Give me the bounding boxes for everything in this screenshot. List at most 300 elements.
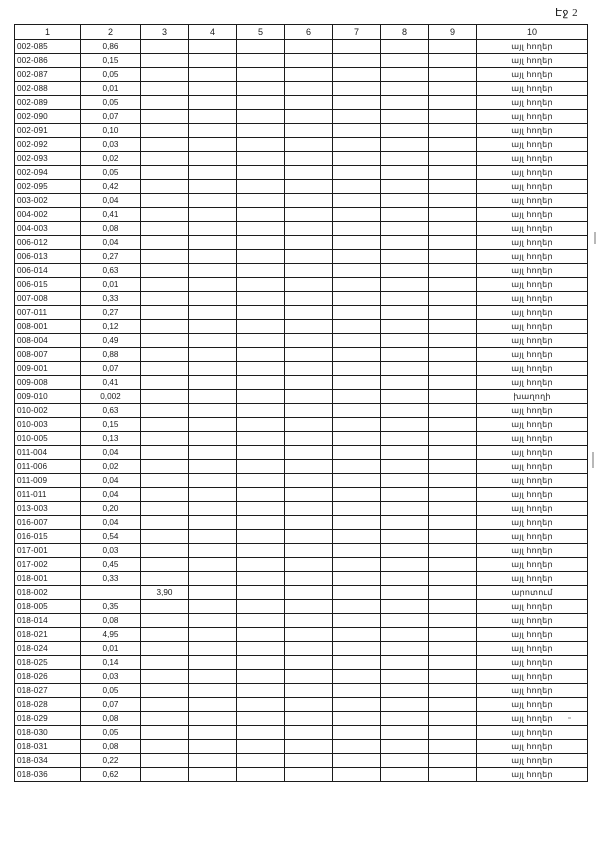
cell-parcel-code: 010-002 bbox=[15, 404, 81, 418]
cell-parcel-code: 018-002 bbox=[15, 586, 81, 600]
cell-area-col3 bbox=[141, 320, 189, 334]
cell-area-col3 bbox=[141, 572, 189, 586]
cell-empty-col8 bbox=[381, 250, 429, 264]
cell-parcel-code: 018-021 bbox=[15, 628, 81, 642]
cell-empty-col5 bbox=[237, 488, 285, 502]
cell-parcel-code: 018-028 bbox=[15, 698, 81, 712]
cell-empty-col5 bbox=[237, 82, 285, 96]
cell-empty-col6 bbox=[285, 432, 333, 446]
cell-area-col3 bbox=[141, 698, 189, 712]
cell-empty-col4 bbox=[189, 320, 237, 334]
column-header-7: 7 bbox=[333, 25, 381, 40]
cell-empty-col4 bbox=[189, 754, 237, 768]
cell-empty-col4 bbox=[189, 726, 237, 740]
cell-empty-col7 bbox=[333, 740, 381, 754]
table-row bbox=[15, 306, 588, 320]
table-row bbox=[15, 432, 588, 446]
cell-land-type: այլ հողեր bbox=[477, 544, 588, 558]
cell-empty-col5 bbox=[237, 628, 285, 642]
cell-empty-col6 bbox=[285, 488, 333, 502]
table-row bbox=[15, 54, 588, 68]
cell-empty-col9 bbox=[429, 124, 477, 138]
cell-empty-col8 bbox=[381, 180, 429, 194]
cell-empty-col7 bbox=[333, 306, 381, 320]
cell-empty-col8 bbox=[381, 334, 429, 348]
cell-area-col2: 0,45 bbox=[81, 558, 141, 572]
cell-area-col3 bbox=[141, 96, 189, 110]
cell-empty-col9 bbox=[429, 152, 477, 166]
cell-empty-col7 bbox=[333, 432, 381, 446]
cell-land-type: այլ հողեր bbox=[477, 68, 588, 82]
cell-parcel-code: 011-009 bbox=[15, 474, 81, 488]
cell-empty-col8 bbox=[381, 446, 429, 460]
cell-empty-col5 bbox=[237, 194, 285, 208]
cell-empty-col4 bbox=[189, 40, 237, 54]
cell-land-type: այլ հողեր bbox=[477, 460, 588, 474]
cell-land-type: այլ հողեր bbox=[477, 656, 588, 670]
cell-area-col3 bbox=[141, 404, 189, 418]
cell-empty-col9 bbox=[429, 250, 477, 264]
cell-empty-col8 bbox=[381, 628, 429, 642]
cell-empty-col5 bbox=[237, 292, 285, 306]
cell-empty-col8 bbox=[381, 684, 429, 698]
cell-empty-col4 bbox=[189, 334, 237, 348]
cell-area-col3 bbox=[141, 54, 189, 68]
cell-empty-col9 bbox=[429, 642, 477, 656]
cell-empty-col8 bbox=[381, 544, 429, 558]
cell-area-col3: 3,90 bbox=[141, 586, 189, 600]
cell-empty-col6 bbox=[285, 600, 333, 614]
cell-land-type: այլ հողեր bbox=[477, 110, 588, 124]
table-row bbox=[15, 264, 588, 278]
cell-empty-col8 bbox=[381, 404, 429, 418]
cell-empty-col7 bbox=[333, 446, 381, 460]
cell-parcel-code: 009-001 bbox=[15, 362, 81, 376]
cell-empty-col7 bbox=[333, 124, 381, 138]
cell-area-col3 bbox=[141, 264, 189, 278]
cell-empty-col4 bbox=[189, 292, 237, 306]
cell-empty-col9 bbox=[429, 698, 477, 712]
cell-land-type: այլ հողեր bbox=[477, 516, 588, 530]
cell-land-type: այլ հողեր bbox=[477, 698, 588, 712]
cell-area-col2: 0,22 bbox=[81, 754, 141, 768]
cell-empty-col7 bbox=[333, 334, 381, 348]
cell-empty-col8 bbox=[381, 614, 429, 628]
cell-empty-col4 bbox=[189, 180, 237, 194]
cell-empty-col9 bbox=[429, 432, 477, 446]
cell-land-type: այլ հողեր bbox=[477, 348, 588, 362]
cell-parcel-code: 003-002 bbox=[15, 194, 81, 208]
cell-empty-col5 bbox=[237, 726, 285, 740]
cell-empty-col7 bbox=[333, 572, 381, 586]
cell-empty-col8 bbox=[381, 670, 429, 684]
cell-empty-col5 bbox=[237, 418, 285, 432]
cell-empty-col9 bbox=[429, 166, 477, 180]
cell-empty-col7 bbox=[333, 488, 381, 502]
cell-empty-col9 bbox=[429, 740, 477, 754]
cell-empty-col5 bbox=[237, 768, 285, 782]
cell-parcel-code: 017-002 bbox=[15, 558, 81, 572]
cell-empty-col4 bbox=[189, 684, 237, 698]
cell-area-col3 bbox=[141, 278, 189, 292]
cell-empty-col5 bbox=[237, 222, 285, 236]
cell-empty-col6 bbox=[285, 754, 333, 768]
cell-empty-col7 bbox=[333, 768, 381, 782]
cell-area-col2: 0,27 bbox=[81, 250, 141, 264]
column-header-3: 3 bbox=[141, 25, 189, 40]
cell-parcel-code: 002-093 bbox=[15, 152, 81, 166]
cell-empty-col6 bbox=[285, 642, 333, 656]
cell-area-col3 bbox=[141, 250, 189, 264]
cell-empty-col6 bbox=[285, 404, 333, 418]
cell-empty-col4 bbox=[189, 264, 237, 278]
cell-land-type: այլ հողեր bbox=[477, 124, 588, 138]
cell-parcel-code: 013-003 bbox=[15, 502, 81, 516]
cell-area-col2: 0,07 bbox=[81, 698, 141, 712]
cell-empty-col6 bbox=[285, 138, 333, 152]
data-table bbox=[14, 24, 588, 782]
cell-empty-col5 bbox=[237, 446, 285, 460]
cell-empty-col5 bbox=[237, 278, 285, 292]
cell-area-col3 bbox=[141, 628, 189, 642]
cell-empty-col4 bbox=[189, 362, 237, 376]
cell-empty-col7 bbox=[333, 376, 381, 390]
cell-empty-col4 bbox=[189, 278, 237, 292]
cell-empty-col8 bbox=[381, 656, 429, 670]
table-row bbox=[15, 474, 588, 488]
cell-empty-col4 bbox=[189, 516, 237, 530]
cell-empty-col7 bbox=[333, 600, 381, 614]
cell-empty-col6 bbox=[285, 278, 333, 292]
cell-parcel-code: 002-095 bbox=[15, 180, 81, 194]
cell-area-col2: 0,12 bbox=[81, 320, 141, 334]
table-row bbox=[15, 712, 588, 726]
cell-empty-col5 bbox=[237, 362, 285, 376]
cell-parcel-code: 008-007 bbox=[15, 348, 81, 362]
table-row bbox=[15, 278, 588, 292]
cell-empty-col4 bbox=[189, 166, 237, 180]
cell-empty-col8 bbox=[381, 754, 429, 768]
cell-land-type: այլ հողեր bbox=[477, 558, 588, 572]
cell-area-col2: 0,41 bbox=[81, 376, 141, 390]
cell-area-col3 bbox=[141, 712, 189, 726]
cell-empty-col9 bbox=[429, 320, 477, 334]
cell-area-col2: 0,33 bbox=[81, 292, 141, 306]
cell-empty-col4 bbox=[189, 740, 237, 754]
cell-empty-col5 bbox=[237, 502, 285, 516]
cell-land-type: այլ հողեր bbox=[477, 278, 588, 292]
cell-empty-col5 bbox=[237, 642, 285, 656]
column-header-5: 5 bbox=[237, 25, 285, 40]
cell-land-type: այլ հողեր bbox=[477, 404, 588, 418]
cell-land-type: այլ հողեր bbox=[477, 670, 588, 684]
cell-land-type: այլ հողեր bbox=[477, 600, 588, 614]
cell-area-col2: 0,27 bbox=[81, 306, 141, 320]
cell-empty-col9 bbox=[429, 628, 477, 642]
cell-area-col2: 0,02 bbox=[81, 152, 141, 166]
table-row bbox=[15, 628, 588, 642]
cell-area-col2: 0,03 bbox=[81, 670, 141, 684]
cell-empty-col7 bbox=[333, 642, 381, 656]
cell-land-type: այլ հողեր bbox=[477, 152, 588, 166]
cell-empty-col9 bbox=[429, 614, 477, 628]
table-row bbox=[15, 82, 588, 96]
cell-empty-col6 bbox=[285, 96, 333, 110]
cell-empty-col8 bbox=[381, 138, 429, 152]
cell-empty-col9 bbox=[429, 684, 477, 698]
cell-empty-col4 bbox=[189, 656, 237, 670]
cell-parcel-code: 002-088 bbox=[15, 82, 81, 96]
table-row bbox=[15, 558, 588, 572]
cell-parcel-code: 011-006 bbox=[15, 460, 81, 474]
cell-parcel-code: 009-010 bbox=[15, 390, 81, 404]
table-row bbox=[15, 110, 588, 124]
cell-area-col2: 0,35 bbox=[81, 600, 141, 614]
cell-land-type: այլ հողեր bbox=[477, 40, 588, 54]
table-row bbox=[15, 222, 588, 236]
cell-empty-col7 bbox=[333, 684, 381, 698]
cell-empty-col7 bbox=[333, 110, 381, 124]
cell-empty-col8 bbox=[381, 278, 429, 292]
cell-empty-col8 bbox=[381, 712, 429, 726]
cell-land-type: այլ հողեր bbox=[477, 488, 588, 502]
cell-empty-col9 bbox=[429, 138, 477, 152]
cell-empty-col4 bbox=[189, 390, 237, 404]
cell-empty-col4 bbox=[189, 698, 237, 712]
cell-empty-col9 bbox=[429, 712, 477, 726]
cell-land-type: այլ հողեր bbox=[477, 250, 588, 264]
cell-empty-col5 bbox=[237, 432, 285, 446]
cell-area-col2: 0,86 bbox=[81, 40, 141, 54]
cell-area-col2: 0,33 bbox=[81, 572, 141, 586]
cell-parcel-code: 002-090 bbox=[15, 110, 81, 124]
cell-land-type: այլ հողեր bbox=[477, 194, 588, 208]
cell-empty-col9 bbox=[429, 278, 477, 292]
cell-empty-col8 bbox=[381, 474, 429, 488]
cell-empty-col5 bbox=[237, 306, 285, 320]
cell-empty-col6 bbox=[285, 474, 333, 488]
cell-empty-col9 bbox=[429, 54, 477, 68]
cell-empty-col5 bbox=[237, 138, 285, 152]
table-row bbox=[15, 418, 588, 432]
cell-empty-col5 bbox=[237, 460, 285, 474]
cell-empty-col4 bbox=[189, 306, 237, 320]
cell-empty-col5 bbox=[237, 698, 285, 712]
cell-empty-col4 bbox=[189, 348, 237, 362]
cell-empty-col9 bbox=[429, 82, 477, 96]
cell-empty-col9 bbox=[429, 208, 477, 222]
cell-empty-col4 bbox=[189, 418, 237, 432]
cell-empty-col7 bbox=[333, 586, 381, 600]
cell-empty-col6 bbox=[285, 194, 333, 208]
cell-parcel-code: 018-026 bbox=[15, 670, 81, 684]
cell-empty-col8 bbox=[381, 362, 429, 376]
scan-speck-1 bbox=[568, 717, 571, 719]
cell-area-col2: 0,63 bbox=[81, 264, 141, 278]
table-row bbox=[15, 502, 588, 516]
cell-area-col2: 0,10 bbox=[81, 124, 141, 138]
cell-empty-col4 bbox=[189, 54, 237, 68]
cell-empty-col4 bbox=[189, 474, 237, 488]
cell-parcel-code: 006-014 bbox=[15, 264, 81, 278]
cell-empty-col9 bbox=[429, 68, 477, 82]
cell-empty-col6 bbox=[285, 236, 333, 250]
cell-parcel-code: 006-015 bbox=[15, 278, 81, 292]
cell-empty-col9 bbox=[429, 222, 477, 236]
cell-empty-col4 bbox=[189, 194, 237, 208]
cell-empty-col5 bbox=[237, 404, 285, 418]
cell-empty-col5 bbox=[237, 208, 285, 222]
cell-empty-col9 bbox=[429, 334, 477, 348]
table-row bbox=[15, 726, 588, 740]
table-row bbox=[15, 68, 588, 82]
table-row bbox=[15, 670, 588, 684]
column-header-4: 4 bbox=[189, 25, 237, 40]
table-row bbox=[15, 768, 588, 782]
scan-artifact-right-1 bbox=[594, 232, 596, 244]
cell-area-col3 bbox=[141, 670, 189, 684]
cell-parcel-code: 002-087 bbox=[15, 68, 81, 82]
cell-empty-col4 bbox=[189, 558, 237, 572]
cell-empty-col5 bbox=[237, 614, 285, 628]
cell-area-col3 bbox=[141, 558, 189, 572]
cell-area-col3 bbox=[141, 390, 189, 404]
cell-empty-col5 bbox=[237, 670, 285, 684]
cell-land-type: այլ հողեր bbox=[477, 474, 588, 488]
cell-empty-col8 bbox=[381, 96, 429, 110]
cell-empty-col9 bbox=[429, 530, 477, 544]
cell-empty-col9 bbox=[429, 572, 477, 586]
cell-empty-col7 bbox=[333, 166, 381, 180]
cell-empty-col9 bbox=[429, 754, 477, 768]
cell-empty-col9 bbox=[429, 194, 477, 208]
cell-empty-col6 bbox=[285, 292, 333, 306]
cell-empty-col7 bbox=[333, 180, 381, 194]
cell-area-col3 bbox=[141, 726, 189, 740]
cell-empty-col6 bbox=[285, 656, 333, 670]
cell-empty-col8 bbox=[381, 68, 429, 82]
cell-empty-col4 bbox=[189, 502, 237, 516]
cell-land-type: այլ հողեր bbox=[477, 502, 588, 516]
cell-area-col3 bbox=[141, 754, 189, 768]
cell-area-col2: 0,20 bbox=[81, 502, 141, 516]
cell-empty-col8 bbox=[381, 432, 429, 446]
cell-empty-col9 bbox=[429, 488, 477, 502]
cell-empty-col5 bbox=[237, 68, 285, 82]
cell-empty-col5 bbox=[237, 96, 285, 110]
cell-empty-col4 bbox=[189, 544, 237, 558]
table-row bbox=[15, 320, 588, 334]
cell-area-col2: 0,42 bbox=[81, 180, 141, 194]
cell-empty-col7 bbox=[333, 292, 381, 306]
cell-area-col3 bbox=[141, 152, 189, 166]
cell-land-type: այլ հողեր bbox=[477, 138, 588, 152]
cell-empty-col6 bbox=[285, 516, 333, 530]
cell-empty-col4 bbox=[189, 670, 237, 684]
cell-area-col3 bbox=[141, 348, 189, 362]
cell-area-col2: 0,03 bbox=[81, 544, 141, 558]
cell-land-type: այլ հողեր bbox=[477, 208, 588, 222]
cell-empty-col6 bbox=[285, 586, 333, 600]
cell-empty-col7 bbox=[333, 628, 381, 642]
cell-area-col2: 0,41 bbox=[81, 208, 141, 222]
cell-area-col2: 0,05 bbox=[81, 726, 141, 740]
cell-area-col3 bbox=[141, 432, 189, 446]
cell-empty-col8 bbox=[381, 642, 429, 656]
cell-empty-col8 bbox=[381, 166, 429, 180]
cell-empty-col7 bbox=[333, 726, 381, 740]
cell-parcel-code: 018-001 bbox=[15, 572, 81, 586]
table-row bbox=[15, 250, 588, 264]
cell-empty-col8 bbox=[381, 236, 429, 250]
cell-empty-col4 bbox=[189, 110, 237, 124]
table-row bbox=[15, 236, 588, 250]
cell-empty-col9 bbox=[429, 404, 477, 418]
cell-land-type: այլ հողեր bbox=[477, 96, 588, 110]
cell-area-col2: 0,04 bbox=[81, 516, 141, 530]
cell-parcel-code: 007-011 bbox=[15, 306, 81, 320]
cell-area-col3 bbox=[141, 502, 189, 516]
cell-empty-col7 bbox=[333, 208, 381, 222]
table-row bbox=[15, 138, 588, 152]
cell-parcel-code: 011-004 bbox=[15, 446, 81, 460]
cell-parcel-code: 008-004 bbox=[15, 334, 81, 348]
cell-parcel-code: 018-031 bbox=[15, 740, 81, 754]
cell-empty-col8 bbox=[381, 572, 429, 586]
cell-area-col3 bbox=[141, 740, 189, 754]
cell-empty-col8 bbox=[381, 600, 429, 614]
cell-parcel-code: 018-024 bbox=[15, 642, 81, 656]
cell-area-col2: 0,54 bbox=[81, 530, 141, 544]
cell-empty-col4 bbox=[189, 768, 237, 782]
cell-empty-col9 bbox=[429, 390, 477, 404]
cell-empty-col5 bbox=[237, 236, 285, 250]
cell-empty-col5 bbox=[237, 600, 285, 614]
cell-parcel-code: 011-011 bbox=[15, 488, 81, 502]
cell-land-type: այլ հողեր bbox=[477, 754, 588, 768]
cell-empty-col7 bbox=[333, 264, 381, 278]
cell-area-col2: 0,08 bbox=[81, 222, 141, 236]
cell-empty-col7 bbox=[333, 278, 381, 292]
cell-area-col3 bbox=[141, 418, 189, 432]
cell-empty-col6 bbox=[285, 670, 333, 684]
table-row bbox=[15, 124, 588, 138]
cell-empty-col5 bbox=[237, 586, 285, 600]
cell-area-col3 bbox=[141, 656, 189, 670]
cell-empty-col7 bbox=[333, 138, 381, 152]
cell-area-col3 bbox=[141, 362, 189, 376]
cell-empty-col6 bbox=[285, 82, 333, 96]
cell-area-col2: 0,05 bbox=[81, 96, 141, 110]
cell-empty-col4 bbox=[189, 152, 237, 166]
cell-empty-col7 bbox=[333, 194, 381, 208]
land-registry-table bbox=[14, 24, 587, 782]
cell-area-col2: 0,07 bbox=[81, 110, 141, 124]
cell-empty-col8 bbox=[381, 292, 429, 306]
cell-empty-col9 bbox=[429, 236, 477, 250]
cell-parcel-code: 007-008 bbox=[15, 292, 81, 306]
table-row bbox=[15, 600, 588, 614]
cell-empty-col9 bbox=[429, 110, 477, 124]
cell-empty-col9 bbox=[429, 726, 477, 740]
cell-area-col2: 0,04 bbox=[81, 194, 141, 208]
cell-area-col3 bbox=[141, 544, 189, 558]
cell-empty-col7 bbox=[333, 614, 381, 628]
cell-empty-col5 bbox=[237, 152, 285, 166]
cell-parcel-code: 016-007 bbox=[15, 516, 81, 530]
cell-empty-col9 bbox=[429, 376, 477, 390]
table-row bbox=[15, 96, 588, 110]
